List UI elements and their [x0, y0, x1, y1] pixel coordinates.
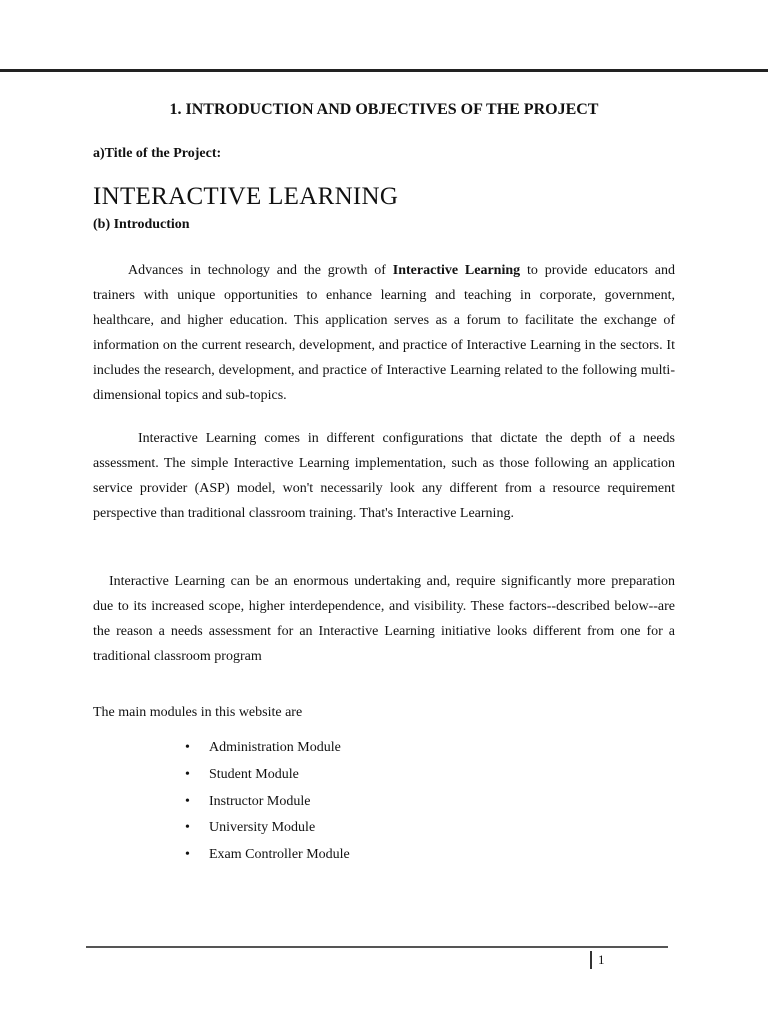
bullet-icon: •	[185, 820, 190, 836]
list-item	[185, 815, 350, 842]
paragraph-intro	[93, 258, 675, 408]
module-name: University Module	[209, 820, 316, 836]
modules-intro: The main modules in this website are	[93, 705, 303, 720]
section-heading: 1. INTRODUCTION AND OBJECTIVES OF THE PROJECT	[169, 101, 599, 118]
paragraph-intro-bold: Interactive Learning	[392, 263, 521, 278]
bullet-icon: •	[185, 793, 190, 809]
paragraph-undertaking: Interactive Learning can be an enormous undertaking and, require significantly more preparation due to its increased scope, higher interdependence, and visibility. These factors--described below--are the reason a needs assessment for an Interactive Learning initiative looks different from one for a traditional classroom program	[93, 574, 675, 664]
list-item	[185, 762, 350, 789]
module-name: Exam Controller Module	[209, 847, 350, 863]
list-item	[185, 735, 350, 762]
module-name: Instructor Module	[209, 793, 311, 809]
paragraph-intro-rest: to provide educators and trainers with unique opportunities to enhance learning and teaching in corporate, government, healthcare, and higher education. This application serves as a forum to facilitate the exchange of information on the current research, development, and practice of Interactive Learning in the sectors. It includes the research, development, and practice of Interactive Learning related to the following multi-dimensional topics and sub-topics.	[93, 263, 676, 403]
module-name: Student Module	[209, 766, 299, 782]
modules-list	[185, 735, 350, 869]
bullet-icon: •	[185, 847, 190, 863]
paragraph-configurations: Interactive Learning comes in different configurations that dictate the depth of a needs assessment. The simple Interactive Learning implementation, such as those following an application service provider (ASP) model, won't necessarily look any different from a resource requirement perspective than traditional classroom training. That's Interactive Learning.	[93, 431, 675, 521]
list-item	[185, 842, 350, 869]
list-item	[185, 789, 350, 816]
title-label: a)Title of the Project:	[93, 146, 222, 161]
bullet-icon: •	[185, 740, 190, 755]
project-title: INTERACTIVE LEARNING	[93, 183, 399, 210]
page-number: 1	[590, 951, 605, 969]
footer-rule	[86, 946, 668, 948]
module-name: Administration Module	[209, 740, 341, 755]
paragraph-intro-start: Advances in technology and the growth of	[128, 263, 393, 278]
top-rule	[0, 69, 768, 72]
bullet-icon: •	[185, 766, 190, 782]
introduction-label: (b) Introduction	[93, 217, 190, 232]
